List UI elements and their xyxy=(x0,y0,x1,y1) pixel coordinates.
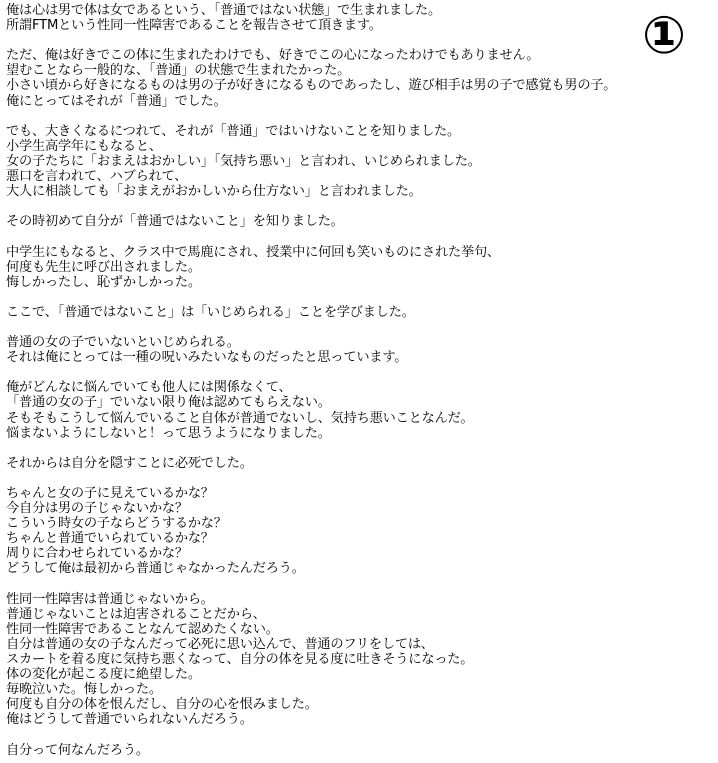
text-line: 自分は普通の女の子なんだって必死に思い込んで、普通のフリをしては、 xyxy=(6,636,434,652)
text-line: 性同一性障害であることなんて認めたくない。 xyxy=(6,621,279,637)
text-line: 悔しかったし、恥ずかしかった。 xyxy=(6,274,201,290)
paragraph-gap xyxy=(6,109,718,124)
text-line: 今自分は男の子じゃないかな？ xyxy=(6,501,188,517)
text-line: 俺がどんなに悩んでいても他人には関係なくて、 xyxy=(6,380,292,396)
text-line: 自分って何なんだろう。 xyxy=(6,742,149,758)
text-line: 性同一性障害は普通じゃないから。 xyxy=(6,591,214,607)
paragraph xyxy=(6,335,718,365)
paragraph xyxy=(6,743,718,758)
paragraph xyxy=(6,305,718,320)
text-line: 何度も先生に呼び出されました。 xyxy=(6,259,201,275)
body-text xyxy=(6,3,718,758)
text-line: 普通の女の子でいないといじめられる。 xyxy=(6,335,240,351)
text-line: それからは自分を隠すことに必死でした。 xyxy=(6,455,253,471)
paragraph-gap xyxy=(6,33,718,48)
paragraph-gap xyxy=(6,229,718,244)
text-line: ここで、「普通ではないこと」は「いじめられる」ことを学びました。 xyxy=(6,304,415,320)
text-line: 女の子たちに「おまえはおかしい」「気持ち悪い」と言われ、いじめられました。 xyxy=(6,153,481,169)
page-number-mark: ① xyxy=(641,6,687,66)
paragraph xyxy=(6,3,718,33)
text-line: 周りに合わせられているかな？ xyxy=(6,546,188,562)
text-line: 小学生高学年にもなると、 xyxy=(6,138,162,154)
text-line: 俺にとってはそれが「普通」でした。 xyxy=(6,93,227,109)
text-line: 小さい頃から好きになるものは男の子が好きになるものであったし、遊び相手は男の子で感覚も男の子。 xyxy=(6,78,617,94)
paragraph xyxy=(6,124,718,199)
paragraph xyxy=(6,214,718,229)
text-line: 大人に相談しても「おまえがおかしいから仕方ない」と言われました。 xyxy=(6,184,422,200)
text-line: 悪口を言われて、ハブられて、 xyxy=(6,169,188,185)
text-line: スカートを着る度に気持ち悪くなって、自分の体を見る度に吐きそうになった。 xyxy=(6,652,474,668)
text-line: 悩まないようにしないと！って思うようになりました。 xyxy=(6,425,331,441)
text-line: ちゃんと普通でいられているかな？ xyxy=(6,531,214,547)
text-line: ただ、俺は好きでこの体に生まれたわけでも、好きでこの心になったわけでもありません。 xyxy=(6,48,540,64)
text-line: 中学生にもなると、クラス中で馬鹿にされ、授業中に何回も笑いものにされた挙句、 xyxy=(6,244,500,260)
paragraph xyxy=(6,486,718,577)
paragraph-gap xyxy=(6,199,718,214)
text-line: どうして俺は最初から普通じゃなかったんだろう。 xyxy=(6,561,305,577)
text-line: 何度も自分の体を恨んだし、自分の心を恨みました。 xyxy=(6,697,318,713)
paragraph-gap xyxy=(6,365,718,380)
text-line: 所謂FTMという性同一性障害であることを報告させて頂きます。 xyxy=(6,18,382,34)
text-line: でも、大きくなるにつれて、それが「普通」ではいけないことを知りました。 xyxy=(6,123,461,139)
text-line: その時初めて自分が「普通ではないこと」を知りました。 xyxy=(6,214,344,230)
text-line: 体の変化が起こる度に絶望した。 xyxy=(6,667,201,683)
text-line: 普通じゃないことは迫害されることだから、 xyxy=(6,606,266,622)
paragraph-gap xyxy=(6,728,718,743)
paragraph xyxy=(6,456,718,471)
paragraph-gap xyxy=(6,441,718,456)
text-line: そもそもこうして悩んでいること自体が普通でないし、気持ち悪いことなんだ。 xyxy=(6,410,474,426)
text-line: 毎晩泣いた。悔しかった。 xyxy=(6,682,162,698)
text-line: 俺はどうして普通でいられないんだろう。 xyxy=(6,712,253,728)
paragraph-gap xyxy=(6,577,718,592)
paragraph-gap xyxy=(6,471,718,486)
paragraph xyxy=(6,245,718,290)
paragraph xyxy=(6,592,718,728)
text-line: 「普通の女の子」でいない限り俺は認めてもらえない。 xyxy=(6,395,331,411)
paragraph-gap xyxy=(6,320,718,335)
paragraph-gap xyxy=(6,290,718,305)
paragraph xyxy=(6,380,718,440)
text-line: ちゃんと女の子に見えているかな？ xyxy=(6,486,214,501)
text-line: 俺は心は男で体は女であるという、「普通ではない状態」で生まれました。 xyxy=(6,3,441,18)
text-line: 望むことなら一般的な、「普通」の状態で生まれたかった。 xyxy=(6,63,351,79)
text-line: こういう時女の子ならどうするかな？ xyxy=(6,516,227,532)
paragraph xyxy=(6,48,718,108)
text-line: それは俺にとっては一種の呪いみたいなものだったと思っています。 xyxy=(6,350,408,366)
